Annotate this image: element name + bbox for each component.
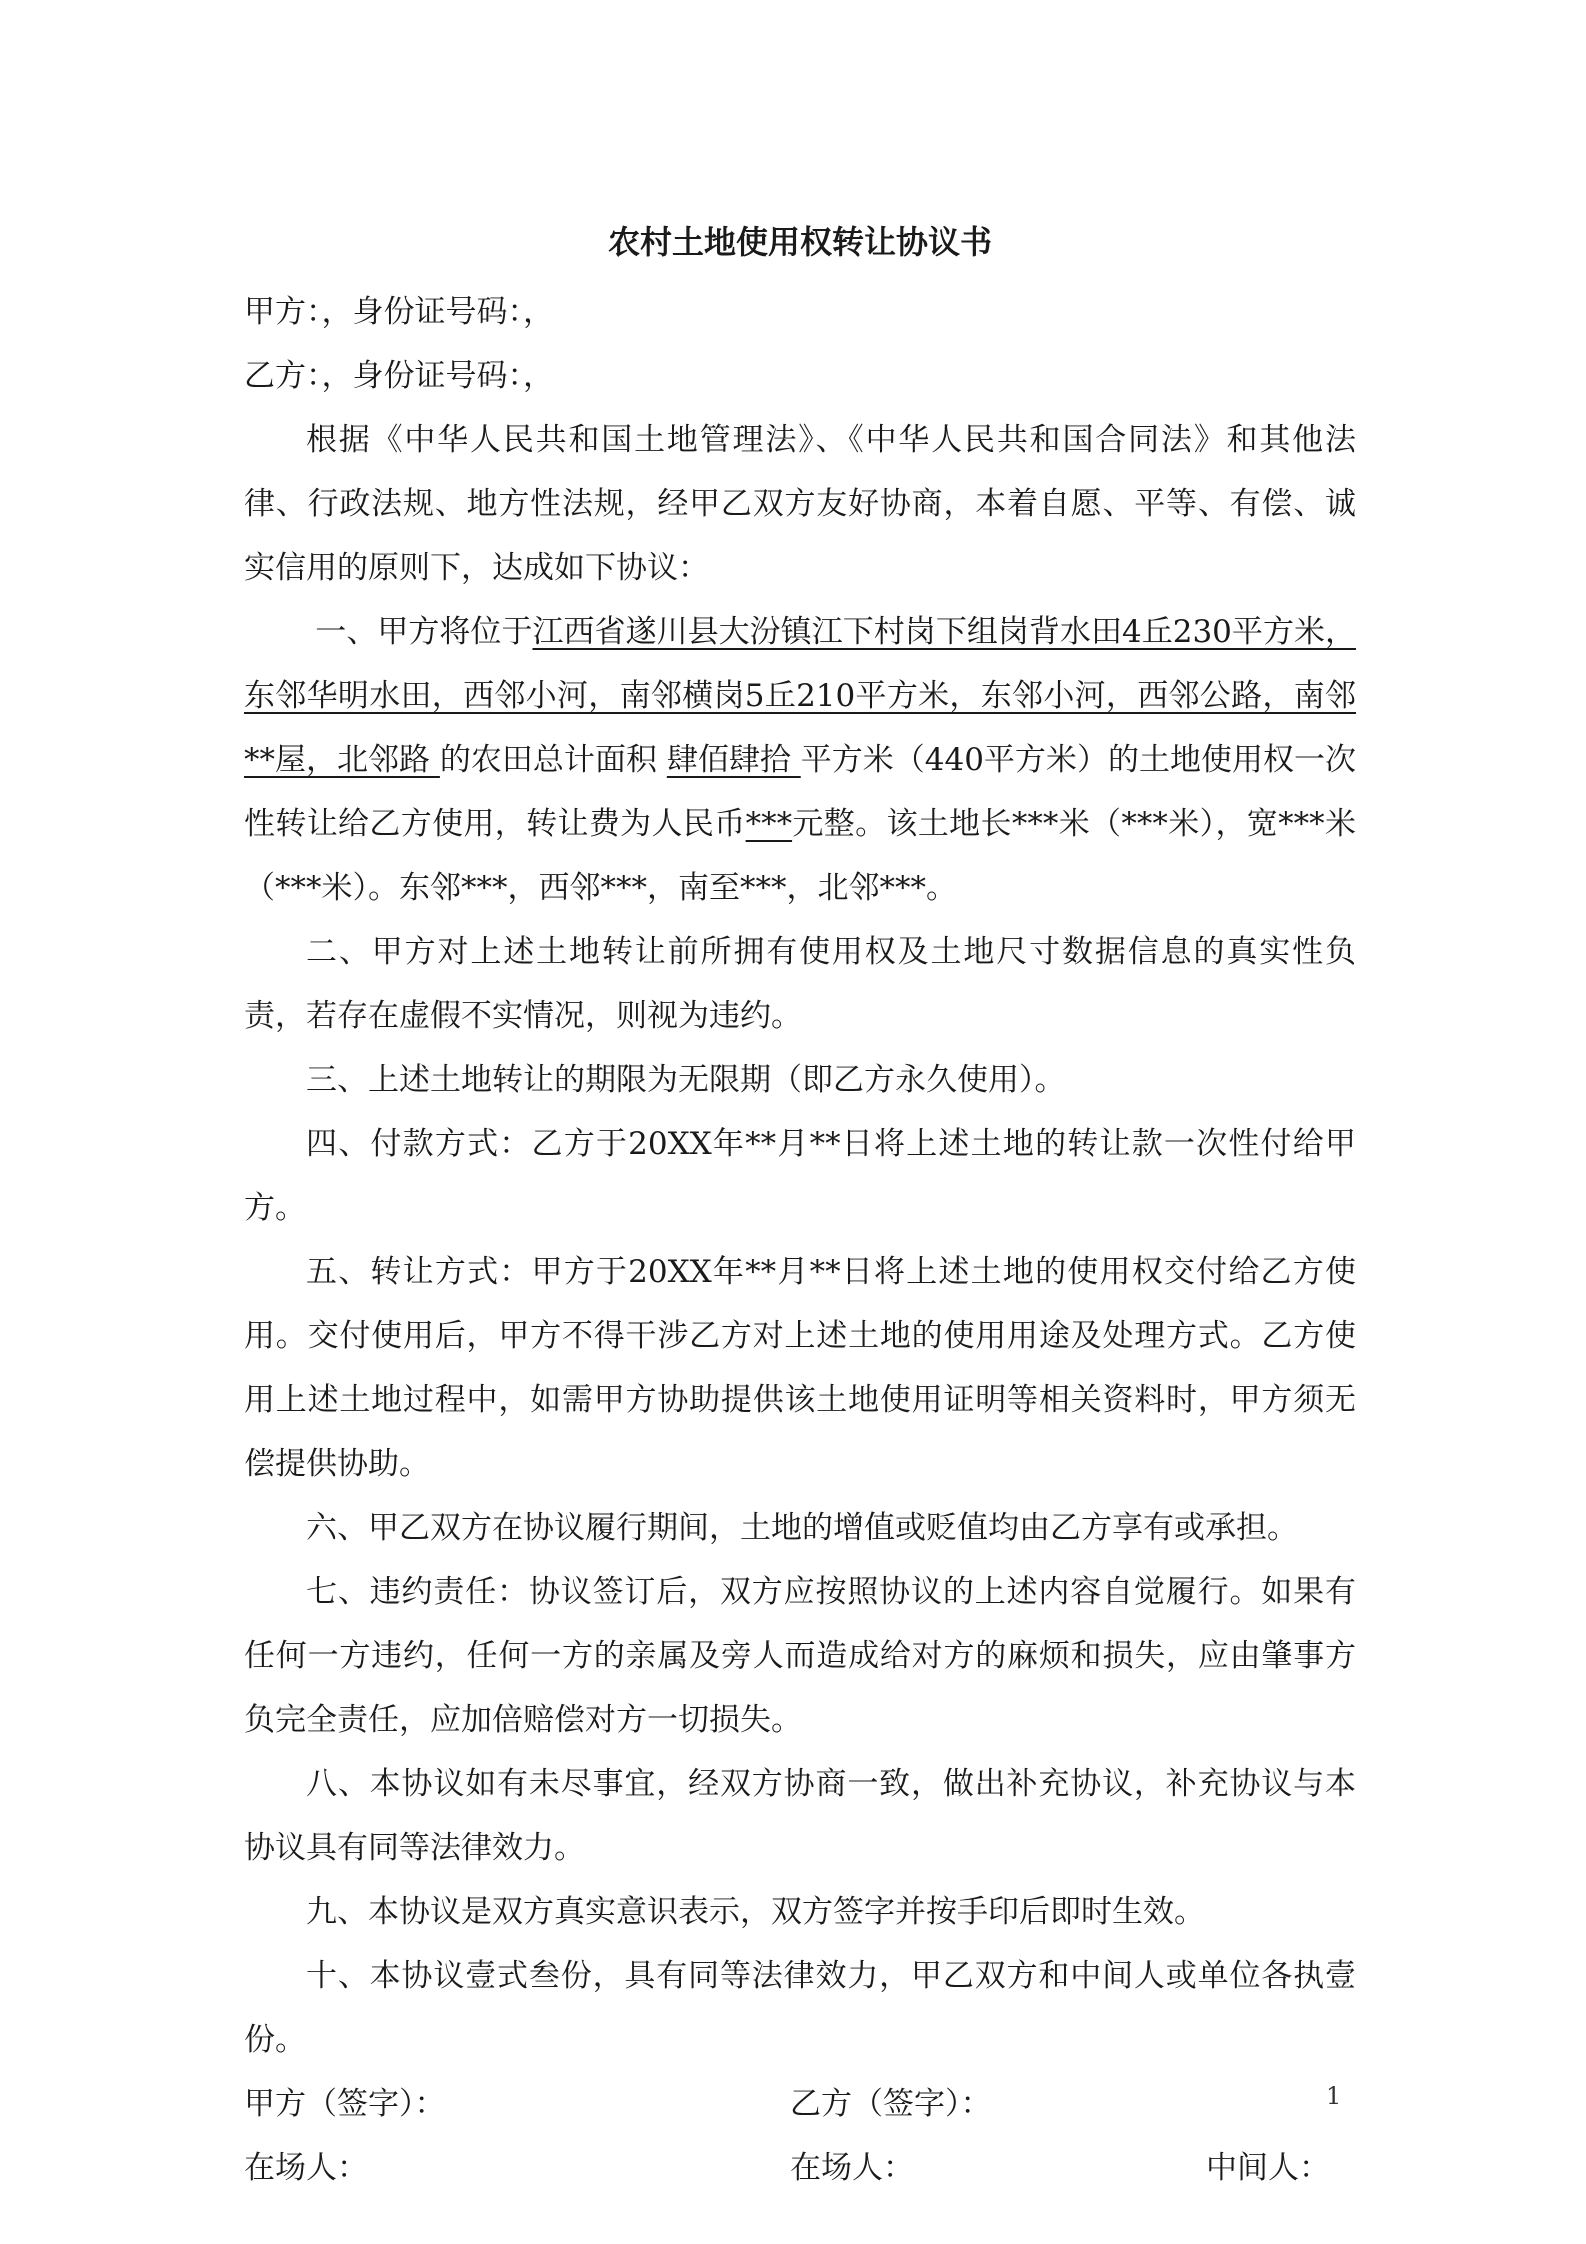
article-8: 八、本协议如有未尽事宜，经双方协商一致，做出补充协议，补充协议与本协议具有同等法律效力。 xyxy=(244,1766,1356,1866)
article-6: 六、甲乙双方在协议履行期间，土地的增值或贬值均由乙方享有或承担。 xyxy=(306,1510,1298,1546)
article-10: 十、本协议壹式叁份，具有同等法律效力，甲乙双方和中间人或单位各执壹份。 xyxy=(244,1958,1356,2058)
party-a-signature-label: 甲方（签字）： xyxy=(244,2086,446,2122)
article-1-mid1: 的农田总计面积 xyxy=(439,742,667,778)
signature-row-2 xyxy=(244,2136,1356,2200)
page-number: 1 xyxy=(1326,2082,1342,2110)
article-1-mid2: 平方米（440平方米）的土地使用权一次性转让给乙方使用，转让费为人民币 xyxy=(244,742,1356,842)
article-2: 二、甲方对上述土地转让前所拥有使用权及土地尺寸数据信息的真实性负责，若存在虚假不实情况，则视为违约。 xyxy=(244,934,1356,1034)
signature-row-1 xyxy=(244,2072,1356,2136)
article-1-prefix: 一、甲方将位于 xyxy=(315,614,533,650)
article-4: 四、付款方式：乙方于20XX年**月**日将上述土地的转让款一次性付给甲方。 xyxy=(244,1126,1356,1226)
article-1-fee: *** xyxy=(745,806,793,842)
article-1-area: 肆佰肆拾 xyxy=(666,742,801,778)
intermediary-label: 中间人： xyxy=(1206,2150,1330,2186)
document-title: 农村土地使用权转让协议书 xyxy=(607,223,992,261)
article-1 xyxy=(244,600,1356,920)
witness-a-label: 在场人： xyxy=(244,2150,368,2186)
article-7: 七、违约责任：协议签订后，双方应按照协议的上述内容自觉履行。如果有任何一方违约，任何一方的亲属及旁人而造成给对方的麻烦和损失，应由肇事方负完全责任，应加倍赔偿对方一切损失。 xyxy=(244,1574,1356,1738)
party-b-line: 乙方：，身份证号码：， xyxy=(244,358,554,394)
article-1-suffix: 元整。该土地长***米（***米），宽***米（***米）。东邻***，西邻***，南至***，北邻***。 xyxy=(244,806,1357,906)
article-5: 五、转让方式：甲方于20XX年**月**日将上述土地的使用权交付给乙方使用。交付使用后，甲方不得干涉乙方对上述土地的使用用途及处理方式。乙方使用上述土地过程中，如需甲方协助提供该土地使用证明等相关资料时，甲方须无偿提供协助。 xyxy=(244,1254,1356,1482)
article-3: 三、上述土地转让的期限为无限期（即乙方永久使用）。 xyxy=(306,1062,1066,1098)
witness-b-label: 在场人： xyxy=(790,2150,914,2186)
party-b-signature-label: 乙方（签字）： xyxy=(790,2086,992,2122)
preamble: 根据《中华人民共和国土地管理法》、《中华人民共和国合同法》和其他法律、行政法规、地方性法规，经甲乙双方友好协商，本着自愿、平等、有偿、诚实信用的原则下，达成如下协议： xyxy=(244,422,1356,586)
party-a-line: 甲方：，身份证号码：， xyxy=(244,294,554,330)
article-9: 九、本协议是双方真实意识表示，双方签字并按手印后即时生效。 xyxy=(306,1894,1205,1930)
article-1-location: 江西省遂川县大汾镇江下村岗下组岗背水田4丘230平方米，东邻华明水田，西邻小河，南邻横岗5丘210平方米，东邻小河，西邻公路，南邻**屋，北邻路 xyxy=(244,614,1357,778)
document-body xyxy=(244,210,1356,2200)
